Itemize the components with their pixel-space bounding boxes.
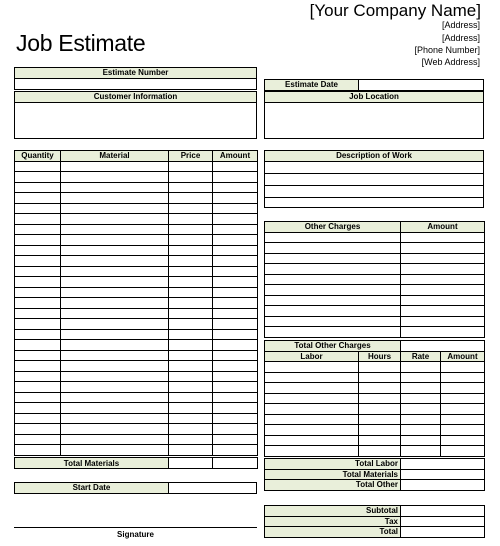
labor-row-cell[interactable] [265,435,359,446]
job-location-box [264,91,484,139]
labor-header-row [265,351,485,362]
material-row-cell[interactable] [15,361,61,372]
material-row-cell[interactable] [169,298,213,309]
hours-header: Hours [359,351,401,362]
material-row-cell[interactable] [213,329,258,340]
description-line[interactable] [265,186,483,198]
total-other-charges-row [265,341,485,352]
material-row-cell[interactable] [15,172,61,183]
page-title: Job Estimate [16,30,146,56]
material-row-cell[interactable] [61,235,169,246]
other-charge-row [265,316,485,327]
material-row-cell[interactable] [61,224,169,235]
labor-row-cell[interactable] [401,435,441,446]
material-row-cell[interactable] [213,182,258,193]
other-charge-row [265,264,485,275]
labor-row-cell[interactable] [401,362,441,373]
materials-header-row [15,151,258,162]
material-header: Material [61,151,169,162]
labor-row-cell[interactable] [265,372,359,383]
labor-row-cell[interactable] [441,446,485,457]
material-row-cell[interactable] [61,298,169,309]
labor-row-cell[interactable] [441,435,485,446]
material-row-cell[interactable] [169,245,213,256]
material-row-cell[interactable] [15,203,61,214]
material-row-cell[interactable] [61,350,169,361]
material-row-cell[interactable] [213,256,258,267]
total-other-charges-label: Total Other Charges [265,341,401,352]
other-charge-row [265,306,485,317]
material-row-cell[interactable] [169,235,213,246]
material-row-cell[interactable] [213,193,258,204]
material-row-cell[interactable] [61,287,169,298]
other-charge-row-cell[interactable] [401,274,485,285]
material-row-cell[interactable] [213,203,258,214]
job-location-label: Job Location [265,92,483,103]
signature-label: Signature [117,530,154,539]
material-row-cell[interactable] [15,371,61,382]
other-charges-header: Other Charges [265,222,401,233]
material-row [15,445,258,456]
material-row [15,371,258,382]
material-row [15,161,258,172]
material-row [15,277,258,288]
material-row-cell[interactable] [213,287,258,298]
material-row-cell[interactable] [15,298,61,309]
total-label: Total [265,527,401,538]
labor-header: Labor [265,351,359,362]
labor-row-cell[interactable] [401,425,441,436]
labor-row [265,435,485,446]
material-row [15,287,258,298]
material-row-cell[interactable] [213,235,258,246]
material-row-cell[interactable] [169,266,213,277]
other-charge-row [265,327,485,338]
total-other-label: Total Other [265,480,401,491]
material-row [15,308,258,319]
material-row-cell[interactable] [61,445,169,456]
material-row-cell[interactable] [213,224,258,235]
labor-amount-header: Amount [441,351,485,362]
material-row-cell[interactable] [169,329,213,340]
total-materials-label: Total Materials [15,458,169,469]
labor-row-cell[interactable] [359,362,401,373]
other-charge-row-cell[interactable] [265,232,401,243]
material-row-cell[interactable] [169,287,213,298]
material-row-cell[interactable] [15,235,61,246]
other-charge-row-cell[interactable] [265,295,401,306]
material-row-cell[interactable] [15,161,61,172]
total-materials-spacer [169,458,213,469]
other-charge-row-cell[interactable] [265,253,401,264]
other-charge-row [265,285,485,296]
address-line-2[interactable]: [Address] [441,33,480,43]
tax-amount[interactable] [401,516,485,527]
total-other-amount[interactable] [401,480,485,491]
web-address[interactable]: [Web Address] [421,57,480,67]
material-row-cell[interactable] [61,329,169,340]
material-row [15,214,258,225]
material-row-cell[interactable] [61,256,169,267]
material-row-cell[interactable] [169,340,213,351]
other-charge-row-cell[interactable] [401,327,485,338]
other-charge-row-cell[interactable] [265,274,401,285]
labor-row-cell[interactable] [401,414,441,425]
total-other-charges-amount[interactable] [401,341,485,352]
quantity-header: Quantity [15,151,61,162]
material-row-cell[interactable] [61,382,169,393]
estimate-number-label: Estimate Number [15,68,256,79]
labor-row-cell[interactable] [441,383,485,394]
material-row-cell[interactable] [213,403,258,414]
labor-row [265,383,485,394]
material-row-cell[interactable] [213,382,258,393]
amount-header: Amount [213,151,258,162]
company-name[interactable]: [Your Company Name] [309,1,481,20]
material-row-cell[interactable] [169,350,213,361]
material-row-cell[interactable] [61,340,169,351]
material-row-cell[interactable] [169,203,213,214]
labor-row-cell[interactable] [265,393,359,404]
material-row-cell[interactable] [169,224,213,235]
material-row-cell[interactable] [61,277,169,288]
material-row-cell[interactable] [15,350,61,361]
material-row-cell[interactable] [61,403,169,414]
estimate-date-box [264,79,484,91]
material-row-cell[interactable] [213,245,258,256]
other-charge-row-cell[interactable] [401,316,485,327]
material-row-cell[interactable] [61,266,169,277]
address-line-1[interactable]: [Address] [441,20,480,30]
subtotal-label: Subtotal [265,506,401,517]
material-row-cell[interactable] [15,224,61,235]
start-date-label: Start Date [15,483,169,493]
labor-row-cell[interactable] [441,362,485,373]
material-row [15,203,258,214]
customer-information-label: Customer Information [15,92,256,103]
labor-row [265,425,485,436]
other-charge-row-cell[interactable] [401,253,485,264]
material-row-cell[interactable] [61,193,169,204]
material-row-cell[interactable] [169,403,213,414]
labor-totals-table [264,458,485,491]
material-row-cell[interactable] [15,308,61,319]
material-row-cell[interactable] [169,434,213,445]
material-row-cell[interactable] [61,308,169,319]
labor-row-cell[interactable] [265,446,359,457]
material-row [15,266,258,277]
material-row-cell[interactable] [169,319,213,330]
labor-row [265,414,485,425]
estimate-number-box [14,67,257,90]
estimate-date-label: Estimate Date [265,80,359,90]
material-row-cell[interactable] [213,434,258,445]
labor-row [265,404,485,415]
description-line[interactable] [265,162,483,174]
material-row-cell[interactable] [213,214,258,225]
customer-information-field[interactable] [15,103,256,138]
material-row-cell[interactable] [213,350,258,361]
labor-row-cell[interactable] [265,425,359,436]
other-charge-row-cell[interactable] [265,306,401,317]
description-of-work-box [264,150,484,208]
material-row-cell[interactable] [213,266,258,277]
material-row [15,424,258,435]
material-row-cell[interactable] [61,413,169,424]
material-row-cell[interactable] [169,161,213,172]
other-charge-row [265,274,485,285]
material-row-cell[interactable] [15,392,61,403]
material-row-cell[interactable] [15,413,61,424]
other-charges-header-row [265,222,485,233]
material-row [15,382,258,393]
material-row-cell[interactable] [169,172,213,183]
material-row-cell[interactable] [213,172,258,183]
material-row [15,298,258,309]
materials-table [14,150,258,456]
labor-table [264,340,485,457]
material-row-cell[interactable] [169,382,213,393]
material-row [15,434,258,445]
other-charge-row-cell[interactable] [401,295,485,306]
other-charges-table [264,221,485,338]
price-header: Price [169,151,213,162]
material-row-cell[interactable] [15,182,61,193]
material-row-cell[interactable] [169,214,213,225]
material-row-cell[interactable] [169,182,213,193]
other-charge-row-cell[interactable] [265,316,401,327]
material-row-cell[interactable] [169,392,213,403]
material-row-cell[interactable] [213,161,258,172]
material-row-cell[interactable] [15,340,61,351]
labor-row-cell[interactable] [401,393,441,404]
start-date-box [14,482,257,494]
material-row [15,182,258,193]
material-row-cell[interactable] [61,319,169,330]
phone-number[interactable]: [Phone Number] [414,45,480,55]
material-row-cell[interactable] [213,319,258,330]
labor-row-cell[interactable] [265,404,359,415]
material-row [15,224,258,235]
other-charge-row-cell[interactable] [401,232,485,243]
labor-row-cell[interactable] [265,414,359,425]
labor-row-cell[interactable] [359,446,401,457]
labor-row-cell[interactable] [441,393,485,404]
material-row-cell[interactable] [169,193,213,204]
material-row-cell[interactable] [15,245,61,256]
material-row-cell[interactable] [169,277,213,288]
material-row [15,361,258,372]
labor-row-cell[interactable] [441,372,485,383]
material-row-cell[interactable] [169,413,213,424]
labor-row-cell[interactable] [359,404,401,415]
material-row-cell[interactable] [213,361,258,372]
labor-row-cell[interactable] [359,414,401,425]
material-row-cell[interactable] [213,413,258,424]
material-row-cell[interactable] [15,277,61,288]
material-row-cell[interactable] [15,403,61,414]
material-row-cell[interactable] [61,214,169,225]
other-charge-row [265,253,485,264]
labor-row [265,446,485,457]
material-row-cell[interactable] [61,392,169,403]
labor-row-cell[interactable] [401,383,441,394]
labor-row [265,362,485,373]
material-row-cell[interactable] [61,203,169,214]
total-labor-amount[interactable] [401,459,485,470]
material-row-cell[interactable] [15,256,61,267]
labor-row-cell[interactable] [359,372,401,383]
labor-row-cell[interactable] [441,404,485,415]
material-row [15,413,258,424]
material-row-cell[interactable] [15,287,61,298]
material-row-cell[interactable] [169,361,213,372]
material-row [15,392,258,403]
estimate-number-field[interactable] [15,79,256,89]
other-charge-row-cell[interactable] [401,243,485,254]
material-row-cell[interactable] [213,308,258,319]
material-row-cell[interactable] [213,340,258,351]
other-charge-row-cell[interactable] [265,243,401,254]
other-charge-row-cell[interactable] [265,264,401,275]
other-charge-row-cell[interactable] [265,327,401,338]
material-row [15,329,258,340]
other-charge-row [265,295,485,306]
material-row-cell[interactable] [61,424,169,435]
total-materials-summary-label: Total Materials [265,469,401,480]
material-row [15,350,258,361]
material-row [15,245,258,256]
signature-line[interactable] [14,527,257,528]
total-materials-summary-amount[interactable] [401,469,485,480]
material-row-cell[interactable] [61,434,169,445]
labor-row-cell[interactable] [441,414,485,425]
material-row-cell[interactable] [61,371,169,382]
description-line[interactable] [265,174,483,186]
job-location-field[interactable] [265,103,483,138]
labor-row-cell[interactable] [265,362,359,373]
material-row-cell[interactable] [15,319,61,330]
labor-row-cell[interactable] [401,372,441,383]
material-row-cell[interactable] [15,382,61,393]
labor-row-cell[interactable] [401,404,441,415]
material-row [15,340,258,351]
material-row-cell[interactable] [15,434,61,445]
material-row-cell[interactable] [61,361,169,372]
material-row-cell[interactable] [15,329,61,340]
summary-table [264,505,485,538]
estimate-date-field[interactable] [359,80,483,90]
other-charge-row-cell[interactable] [401,264,485,275]
material-row [15,172,258,183]
rate-header: Rate [401,351,441,362]
material-row-cell[interactable] [169,371,213,382]
labor-row-cell[interactable] [401,446,441,457]
material-row-cell[interactable] [169,445,213,456]
other-charge-row-cell[interactable] [401,306,485,317]
labor-row-cell[interactable] [359,393,401,404]
material-row [15,319,258,330]
description-line[interactable] [265,198,483,209]
labor-row-cell[interactable] [265,383,359,394]
total-amount[interactable] [401,527,485,538]
description-of-work-label: Description of Work [265,151,483,162]
material-row-cell[interactable] [15,424,61,435]
labor-row-cell[interactable] [441,425,485,436]
subtotal-amount[interactable] [401,506,485,517]
material-row-cell[interactable] [169,308,213,319]
labor-row-cell[interactable] [359,425,401,436]
material-row [15,403,258,414]
total-materials-row-table [14,457,258,469]
material-row-cell[interactable] [213,445,258,456]
material-row [15,235,258,246]
material-row [15,256,258,267]
start-date-field[interactable] [169,483,256,493]
material-row-cell[interactable] [169,256,213,267]
labor-row-cell[interactable] [359,383,401,394]
material-row-cell[interactable] [15,266,61,277]
material-row [15,193,258,204]
total-labor-label: Total Labor [265,459,401,470]
total-materials-amount[interactable] [213,458,258,469]
material-row-cell[interactable] [61,182,169,193]
material-row-cell[interactable] [61,161,169,172]
material-row-cell[interactable] [15,193,61,204]
labor-row-cell[interactable] [359,435,401,446]
other-charge-row [265,243,485,254]
material-row-cell[interactable] [15,214,61,225]
tax-label: Tax [265,516,401,527]
labor-row [265,372,485,383]
material-row-cell[interactable] [61,245,169,256]
other-charge-row [265,232,485,243]
other-charge-row-cell[interactable] [265,285,401,296]
material-row-cell[interactable] [61,172,169,183]
customer-information-box [14,91,257,139]
material-row-cell[interactable] [213,371,258,382]
material-row-cell[interactable] [213,298,258,309]
labor-row [265,393,485,404]
material-row-cell[interactable] [213,424,258,435]
material-row-cell[interactable] [213,277,258,288]
other-charge-row-cell[interactable] [401,285,485,296]
material-row-cell[interactable] [15,445,61,456]
material-row-cell[interactable] [169,424,213,435]
other-amount-header: Amount [401,222,485,233]
material-row-cell[interactable] [213,392,258,403]
